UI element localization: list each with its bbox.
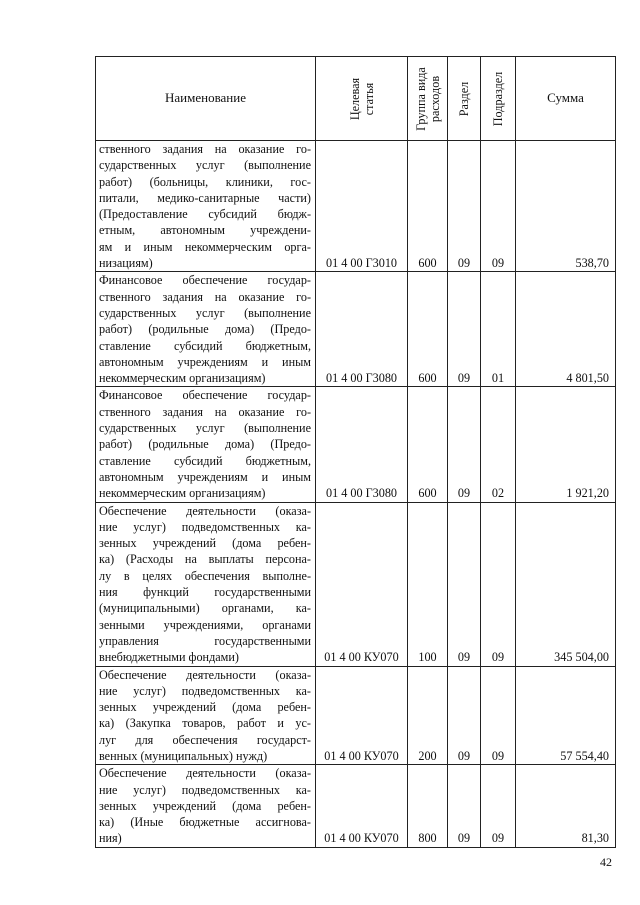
- row-section: 09: [448, 387, 481, 502]
- row-target-article: 01 4 00 КУ070: [316, 502, 408, 666]
- header-section-label: Раздел: [457, 81, 471, 116]
- budget-table: [95, 56, 616, 848]
- header-group-line1: Группа вида: [413, 66, 428, 131]
- row-name-line: некоммерческим организациям): [99, 486, 266, 501]
- header-subsection-label: Подраздел: [491, 71, 505, 126]
- row-name-line: сударственных услуг (выполнение: [99, 421, 311, 436]
- row-sum: 57 554,40: [516, 666, 616, 765]
- row-target-article: 01 4 00 Г3080: [316, 387, 408, 502]
- row-name-line: Финансовое обеспечение государ-: [99, 273, 311, 288]
- row-name-line: ственного задания на оказание го-: [99, 404, 311, 419]
- row-sum: 81,30: [516, 765, 616, 847]
- row-name-line: ка) (Иные бюджетные ассигнова-: [99, 815, 311, 830]
- header-name: Наименование: [96, 57, 316, 141]
- row-sum: 1 921,20: [516, 387, 616, 502]
- row-name-line: ставление субсидий бюджетным,: [99, 453, 311, 468]
- row-name-line: ние услуг) подведомственных ка-: [99, 782, 311, 797]
- row-name: [96, 272, 316, 387]
- row-name-line: ния функций государственными: [99, 585, 311, 600]
- row-name-line: ние услуг) подведомственных ка-: [99, 519, 311, 534]
- row-name-line: луг для обеспечения государст-: [99, 732, 311, 747]
- row-name-line: ственного задания на оказание го-: [99, 289, 311, 304]
- row-name-line: Обеспечение деятельности (оказа-: [99, 503, 311, 518]
- row-name-line: управления государственными: [99, 633, 311, 648]
- table-header: [96, 57, 616, 141]
- row-subsection: 02: [481, 387, 516, 502]
- row-subsection: 01: [481, 272, 516, 387]
- row-name-line: Финансовое обеспечение государ-: [99, 388, 311, 403]
- row-name-line: етным, автономным учреждени-: [99, 223, 311, 238]
- row-subsection: 09: [481, 765, 516, 847]
- row-section: 09: [448, 765, 481, 847]
- row-name-line: (Предоставление субсидий бюдж-: [99, 207, 311, 222]
- header-target-article: [316, 57, 408, 141]
- row-name-line: ственного задания на оказание го-: [99, 142, 311, 156]
- row-subsection: 09: [481, 666, 516, 765]
- row-expense-group: 100: [408, 502, 448, 666]
- row-name-line: Обеспечение деятельности (оказа-: [99, 667, 311, 682]
- row-target-article: 01 4 00 КУ070: [316, 765, 408, 847]
- row-name-line: зенных учреждений (дома ребен-: [99, 700, 311, 715]
- row-target-article: 01 4 00 Г3010: [316, 141, 408, 272]
- header-target-line2: статья: [361, 82, 376, 115]
- row-name: [96, 387, 316, 502]
- row-name-line: работ) (родильные дома) (Предо-: [99, 322, 311, 337]
- row-name: [96, 765, 316, 847]
- row-name-line: низациям): [99, 256, 153, 271]
- row-name-line: (муниципальными) органами, ка-: [99, 601, 311, 616]
- row-name-line: Обеспечение деятельности (оказа-: [99, 766, 311, 781]
- table-body: [96, 141, 616, 848]
- table-row: [96, 666, 616, 765]
- row-name-line: автономным учреждениям и иным: [99, 469, 311, 484]
- row-name-line: некоммерческим организациям): [99, 371, 266, 386]
- row-name-line: питали, медико-санитарные части): [99, 190, 311, 205]
- row-expense-group: 600: [408, 141, 448, 272]
- row-name-line: зенными учреждениями, органами: [99, 617, 311, 632]
- row-section: 09: [448, 502, 481, 666]
- row-section: 09: [448, 141, 481, 272]
- row-target-article: 01 4 00 КУ070: [316, 666, 408, 765]
- row-name-line: внебюджетными фондами): [99, 650, 239, 665]
- row-subsection: 09: [481, 141, 516, 272]
- row-name: [96, 502, 316, 666]
- row-sum: 345 504,00: [516, 502, 616, 666]
- row-expense-group: 600: [408, 272, 448, 387]
- row-name: [96, 141, 316, 272]
- row-name: [96, 666, 316, 765]
- row-sum: 538,70: [516, 141, 616, 272]
- table-row: [96, 502, 616, 666]
- table-row: [96, 272, 616, 387]
- table-row: [96, 765, 616, 847]
- row-subsection: 09: [481, 502, 516, 666]
- header-group-line2: расходов: [427, 75, 442, 122]
- row-section: 09: [448, 666, 481, 765]
- row-name-line: ставление субсидий бюджетным,: [99, 338, 311, 353]
- row-name-line: ка) (Закупка товаров, работ и ус-: [99, 716, 311, 731]
- row-sum: 4 801,50: [516, 272, 616, 387]
- row-name-line: работ) (родильные дома) (Предо-: [99, 437, 311, 452]
- header-sum: Сумма: [516, 57, 616, 141]
- header-target-line1: Целевая: [347, 77, 362, 120]
- row-name-line: сударственных услуг (выполнение: [99, 158, 311, 173]
- header-section: [448, 57, 481, 141]
- row-name-line: работ) (больницы, клиники, гос-: [99, 174, 311, 189]
- row-expense-group: 800: [408, 765, 448, 847]
- table-row: [96, 387, 616, 502]
- page-number: 42: [600, 855, 612, 869]
- row-name-line: сударственных услуг (выполнение: [99, 305, 311, 320]
- row-name-line: ния): [99, 831, 122, 846]
- row-name-line: зенных учреждений (дома ребен-: [99, 536, 311, 551]
- row-expense-group: 200: [408, 666, 448, 765]
- row-name-line: венных (муниципальных) нужд): [99, 748, 268, 763]
- row-expense-group: 600: [408, 387, 448, 502]
- row-section: 09: [448, 272, 481, 387]
- row-name-line: ние услуг) подведомственных ка-: [99, 683, 311, 698]
- row-name-line: лу в целях обеспечения выполне-: [99, 568, 311, 583]
- row-name-line: зенных учреждений (дома ребен-: [99, 798, 311, 813]
- row-name-line: ям и иным некоммерческим орга-: [99, 239, 311, 254]
- row-target-article: 01 4 00 Г3080: [316, 272, 408, 387]
- row-name-line: автономным учреждениям и иным: [99, 354, 311, 369]
- row-name-line: ка) (Расходы на выплаты персона-: [99, 552, 311, 567]
- header-subsection: [481, 57, 516, 141]
- table-row: [96, 141, 616, 272]
- header-expense-group: [408, 57, 448, 141]
